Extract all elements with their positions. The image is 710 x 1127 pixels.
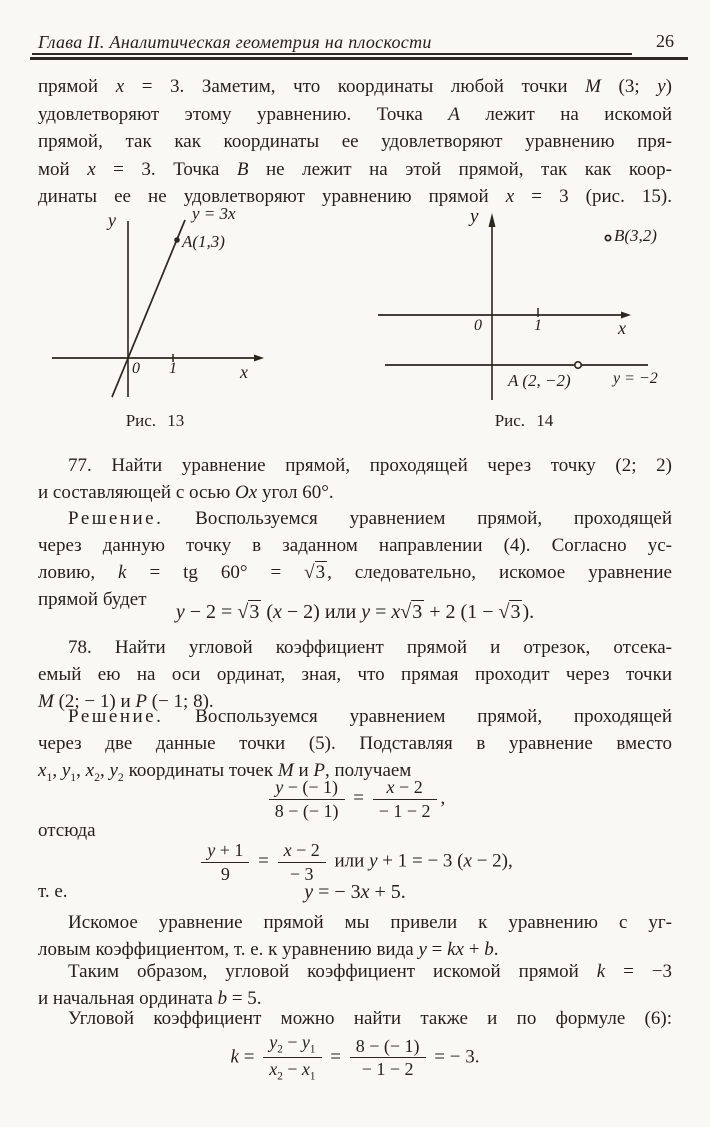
text-line: Угловой коэффициент можно найти также и по формуле (6): bbox=[68, 1008, 672, 1029]
fraction bbox=[263, 1032, 321, 1084]
text-line: через две данные точки (5). Подставляя в уравнение вместо bbox=[38, 733, 672, 754]
fig13-y-axis-label: y bbox=[108, 210, 116, 230]
fig13-point-A bbox=[174, 237, 180, 243]
equation-fractions-2 bbox=[38, 840, 672, 884]
text-line: ловию, k = tg 60° = √3 , следовательно, искомое уравнение bbox=[38, 562, 672, 583]
equation-slope bbox=[38, 1032, 672, 1084]
fig14-line-label: y = −2 bbox=[613, 370, 658, 387]
otsyuda-label: отсюда bbox=[38, 820, 96, 841]
solution-intro: Решение. bbox=[68, 706, 164, 727]
te-formula: y = − 3x + 5. bbox=[304, 881, 406, 903]
text-line: 77. Найти уравнение прямой, проходящей через точку (2; 2) bbox=[68, 455, 672, 476]
denominator: $x_2 - x_1$ bbox=[269, 1059, 316, 1084]
equals-sign: = bbox=[353, 787, 364, 809]
equation-lead: k = bbox=[230, 1046, 255, 1068]
text-line: прямой будет bbox=[38, 589, 147, 610]
fraction bbox=[373, 777, 437, 821]
figure-14 bbox=[370, 205, 680, 410]
chapter-header: Глава II. Аналитическая геометрия на плоскости bbox=[38, 32, 432, 52]
text-line: емый ею на оси ординат, зная, что прямая проходит через точки bbox=[38, 664, 672, 685]
figure-14-caption: Рис. 14 bbox=[494, 411, 554, 430]
denominator: 8 − (− 1) bbox=[274, 800, 339, 821]
fig14-point-B-label: B(3,2) bbox=[614, 226, 657, 245]
text-line bbox=[38, 505, 672, 532]
te-label: т. е. bbox=[38, 881, 68, 902]
te-row bbox=[38, 881, 672, 907]
fig13-point-A-label: A(1,3) bbox=[182, 232, 225, 251]
text-line: ловым коэффициентом, т. е. к уравнению вида y = kx + b. bbox=[38, 939, 499, 960]
problem-77 bbox=[38, 452, 672, 506]
fig13-x-arrow bbox=[254, 355, 264, 362]
paragraph-intro bbox=[38, 73, 672, 211]
numerator: x − 2 bbox=[373, 777, 437, 800]
text-line: Искомое уравнение прямой мы привели к уравнению с уг- bbox=[68, 912, 672, 933]
header-rule-thick bbox=[30, 57, 688, 60]
equals-sign: = bbox=[258, 850, 269, 872]
equals-sign: = bbox=[330, 1046, 341, 1068]
fig14-tick-label: 1 bbox=[534, 317, 542, 334]
solution-intro: Решение. bbox=[68, 508, 164, 529]
fig13-tick-label: 1 bbox=[169, 360, 177, 377]
denominator: − 3 bbox=[289, 863, 314, 884]
fraction bbox=[201, 840, 249, 884]
fig14-origin-label: 0 bbox=[474, 317, 482, 334]
fraction bbox=[350, 1036, 426, 1080]
formula-77: y − 2 = √3 (x − 2) или y = x√3 + 2 (1 − √3 ). bbox=[175, 601, 535, 623]
text-line bbox=[38, 703, 672, 730]
equation-rest: = − 3. bbox=[434, 1046, 480, 1068]
equation-rest: y + 1 = − 3 (x − 2), bbox=[369, 850, 513, 872]
text-line: мой x = 3. Точка B не лежит на этой прямой, так как коор- bbox=[38, 158, 672, 180]
fraction bbox=[269, 777, 345, 821]
text-line: прямой, так как координаты ее удовлетворяют уравнению пря- bbox=[38, 131, 672, 152]
fig14-point-A bbox=[575, 362, 581, 368]
text-line: $x_1$, $y_1$, $x_2$, $y_2$ координаты точек M и P, получаем bbox=[38, 760, 412, 784]
denominator: 9 bbox=[220, 863, 230, 884]
header-rule-thin bbox=[32, 53, 632, 55]
figure-13-caption: Рис. 13 bbox=[125, 411, 185, 430]
text-line: и начальная ордината b = 5. bbox=[38, 988, 262, 1009]
text-line: Таким образом, угловой коэффициент искомой прямой k = −3 bbox=[68, 961, 673, 982]
fraction bbox=[278, 840, 326, 884]
fig14-point-B bbox=[605, 235, 610, 240]
fig13-origin-label: 0 bbox=[132, 360, 140, 377]
text-line: через данную точку в заданном направлении (4). Согласно ус- bbox=[38, 535, 672, 556]
text-line: M (2; − 1) и P (− 1; 8). bbox=[38, 691, 214, 712]
fig13-x-axis-label: x bbox=[240, 362, 248, 382]
text-span: Воспользуемся уравнением прямой, проходящей bbox=[195, 706, 672, 727]
equation-fractions-1 bbox=[38, 777, 672, 821]
solution-77 bbox=[38, 505, 672, 613]
denominator: − 1 − 2 bbox=[361, 1059, 414, 1080]
paragraph-k3 bbox=[38, 958, 672, 1012]
numerator: y + 1 bbox=[201, 840, 249, 863]
fig14-point-A-label: A (2, −2) bbox=[508, 371, 571, 390]
figure-13 bbox=[50, 205, 320, 410]
numerator: 8 − (− 1) bbox=[350, 1036, 426, 1059]
text-span: Воспользуемся уравнением прямой, проходящей bbox=[195, 508, 672, 529]
punctuation: , bbox=[440, 787, 446, 809]
text-line: динаты ее не удовлетворяют уравнению прямой x = 3 (рис. 15). bbox=[38, 186, 672, 207]
numerator: y − (− 1) bbox=[269, 777, 345, 800]
fig14-y-arrow bbox=[489, 213, 496, 227]
text-line: удовлетворяют этому уравнению. Точка A лежит на искомой bbox=[38, 103, 672, 125]
or-word: или bbox=[334, 850, 365, 872]
text-line: 78. Найти угловой коэффициент прямой и отрезок, отсека- bbox=[68, 637, 672, 658]
text-line: прямой x = 3. Заметим, что координаты любой точки M (3; y) bbox=[38, 76, 672, 97]
paragraph-formula6 bbox=[38, 1005, 672, 1032]
text-line: и составляющей с осью Ox угол 60°. bbox=[38, 482, 334, 503]
paragraph-kx bbox=[38, 909, 672, 963]
fig14-x-axis-label: x bbox=[618, 318, 626, 338]
fig13-line-label: y = 3x bbox=[192, 204, 236, 223]
fig14-y-axis-label: y bbox=[470, 206, 479, 227]
numerator: $y_2 - y_1$ bbox=[263, 1032, 321, 1058]
page-number: 26 bbox=[656, 31, 674, 51]
numerator: x − 2 bbox=[278, 840, 326, 863]
denominator: − 1 − 2 bbox=[378, 800, 431, 821]
